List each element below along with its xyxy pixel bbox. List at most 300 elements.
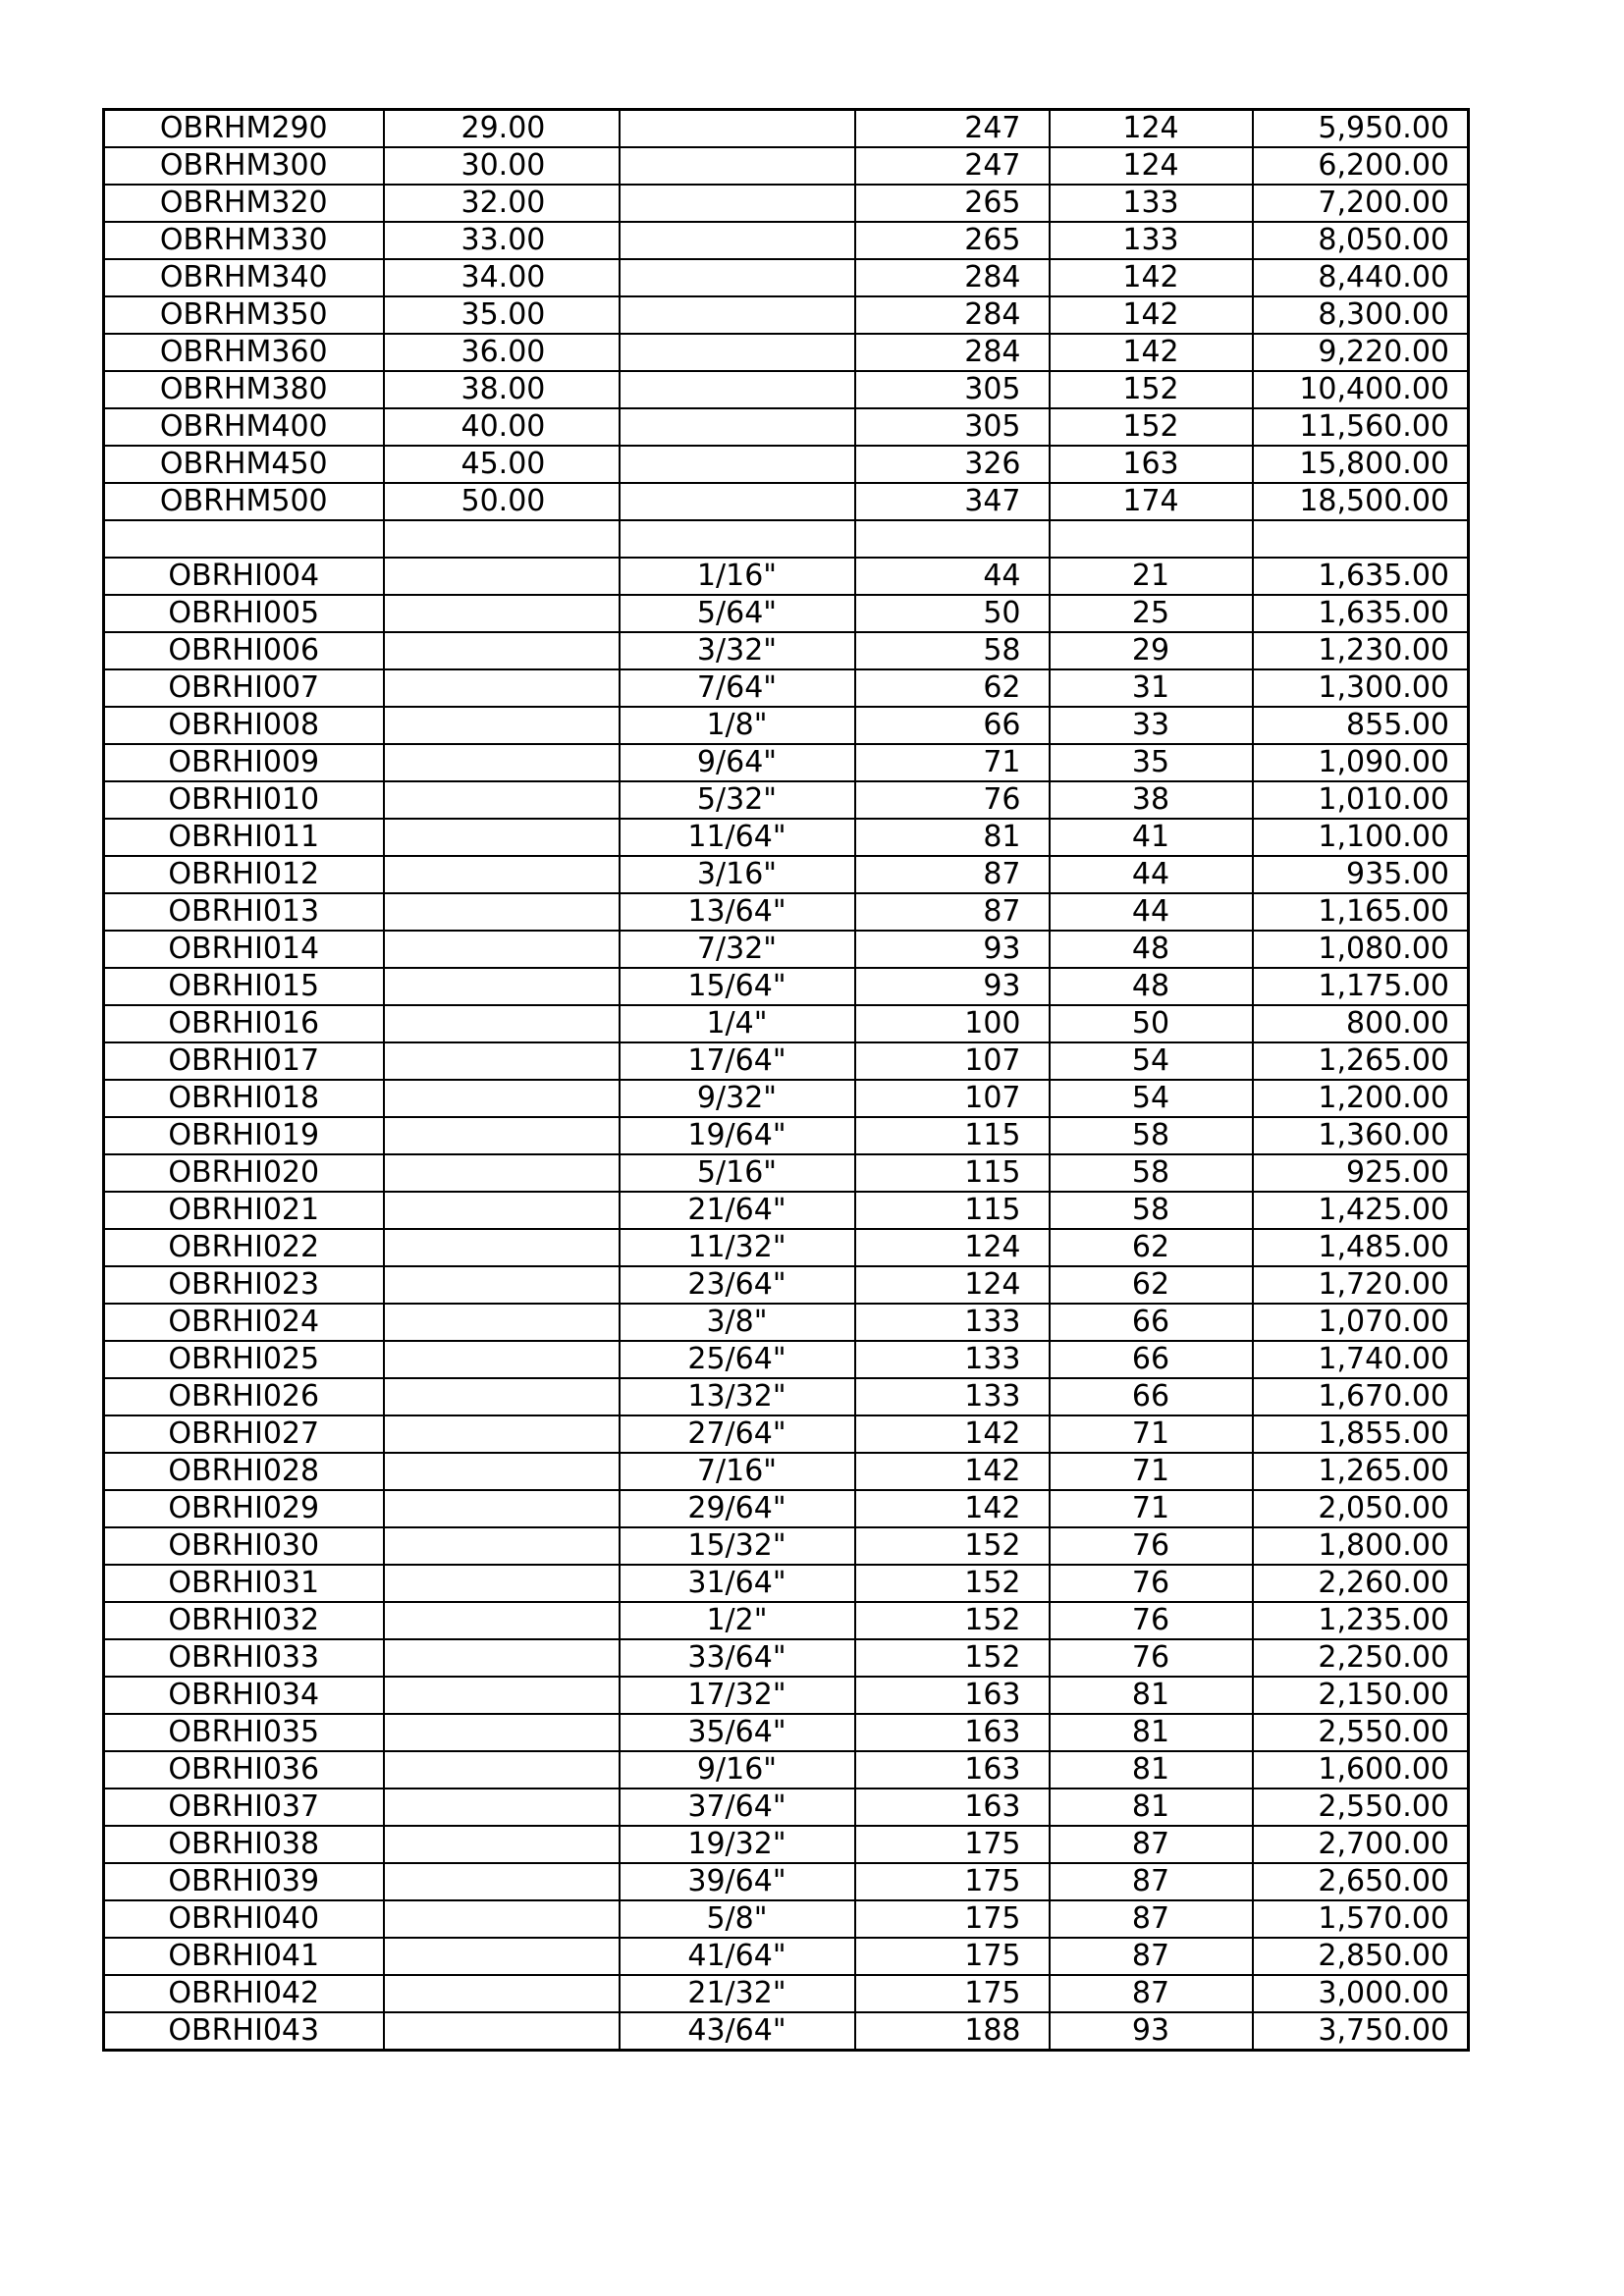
price-cell: 1,235.00 (1253, 1602, 1469, 1639)
overall-length-cell: 305 (855, 408, 1050, 446)
flute-length-cell: 93 (1050, 2012, 1253, 2051)
flute-length-cell: 66 (1050, 1341, 1253, 1378)
overall-length-cell: 152 (855, 1527, 1050, 1565)
overall-length-cell: 62 (855, 669, 1050, 707)
flute-length-cell: 35 (1050, 744, 1253, 781)
table-row (104, 296, 1469, 334)
overall-length-cell: 124 (855, 1229, 1050, 1266)
overall-length-cell: 175 (855, 1938, 1050, 1975)
price-cell: 1,855.00 (1253, 1415, 1469, 1453)
table-row (104, 1751, 1469, 1789)
diameter-mm-cell (384, 1453, 620, 1490)
diameter-mm-cell (384, 781, 620, 819)
product-code-cell: OBRHI035 (104, 1714, 384, 1751)
overall-length-cell: 58 (855, 632, 1050, 669)
diameter-inch-cell: 15/64" (620, 968, 855, 1005)
flute-length-cell: 41 (1050, 819, 1253, 856)
product-code-cell: OBRHM380 (104, 371, 384, 408)
product-code-cell: OBRHI037 (104, 1789, 384, 1826)
product-code-cell: OBRHI031 (104, 1565, 384, 1602)
flute-length-cell: 142 (1050, 296, 1253, 334)
price-cell: 925.00 (1253, 1154, 1469, 1192)
diameter-inch-cell: 15/32" (620, 1527, 855, 1565)
flute-length-cell: 124 (1050, 147, 1253, 185)
product-code-cell: OBRHI032 (104, 1602, 384, 1639)
overall-length-cell: 284 (855, 259, 1050, 296)
diameter-inch-cell: 5/8" (620, 1900, 855, 1938)
diameter-mm-cell (384, 1117, 620, 1154)
product-code-cell: OBRHI004 (104, 558, 384, 595)
price-list-body (104, 110, 1469, 2051)
overall-length-cell: 93 (855, 931, 1050, 968)
diameter-inch-cell (620, 334, 855, 371)
diameter-mm-cell: 36.00 (384, 334, 620, 371)
price-cell: 1,265.00 (1253, 1453, 1469, 1490)
diameter-mm-cell (384, 1154, 620, 1192)
diameter-inch-cell: 21/64" (620, 1192, 855, 1229)
diameter-mm-cell (384, 1863, 620, 1900)
overall-length-cell: 133 (855, 1341, 1050, 1378)
table-row (104, 744, 1469, 781)
product-code-cell: OBRHI005 (104, 595, 384, 632)
price-cell: 2,650.00 (1253, 1863, 1469, 1900)
product-code-cell: OBRHI036 (104, 1751, 384, 1789)
flute-length-cell: 87 (1050, 1975, 1253, 2012)
flute-length-cell: 48 (1050, 931, 1253, 968)
flute-length-cell: 48 (1050, 968, 1253, 1005)
table-row (104, 1005, 1469, 1042)
overall-length-cell (855, 520, 1050, 558)
diameter-mm-cell (384, 1602, 620, 1639)
diameter-inch-cell (620, 222, 855, 259)
diameter-mm-cell: 45.00 (384, 446, 620, 483)
price-cell: 1,360.00 (1253, 1117, 1469, 1154)
diameter-mm-cell (384, 1229, 620, 1266)
diameter-inch-cell: 3/32" (620, 632, 855, 669)
diameter-inch-cell (620, 520, 855, 558)
product-code-cell: OBRHM290 (104, 110, 384, 148)
table-row (104, 1229, 1469, 1266)
price-cell: 2,550.00 (1253, 1789, 1469, 1826)
flute-length-cell: 174 (1050, 483, 1253, 520)
diameter-mm-cell (384, 2012, 620, 2051)
price-cell: 18,500.00 (1253, 483, 1469, 520)
diameter-inch-cell: 19/32" (620, 1826, 855, 1863)
diameter-mm-cell (384, 707, 620, 744)
table-row (104, 259, 1469, 296)
diameter-mm-cell (384, 1192, 620, 1229)
diameter-mm-cell (384, 1900, 620, 1938)
price-cell: 2,150.00 (1253, 1677, 1469, 1714)
table-row (104, 1826, 1469, 1863)
flute-length-cell: 66 (1050, 1304, 1253, 1341)
price-cell: 1,070.00 (1253, 1304, 1469, 1341)
diameter-mm-cell (384, 893, 620, 931)
diameter-inch-cell: 43/64" (620, 2012, 855, 2051)
product-code-cell: OBRHI022 (104, 1229, 384, 1266)
diameter-mm-cell (384, 1677, 620, 1714)
overall-length-cell: 175 (855, 1863, 1050, 1900)
overall-length-cell: 87 (855, 893, 1050, 931)
diameter-inch-cell: 33/64" (620, 1639, 855, 1677)
diameter-inch-cell: 23/64" (620, 1266, 855, 1304)
product-code-cell: OBRHI017 (104, 1042, 384, 1080)
price-cell: 2,700.00 (1253, 1826, 1469, 1863)
product-code-cell: OBRHI029 (104, 1490, 384, 1527)
table-row (104, 2012, 1469, 2051)
product-code-cell: OBRHI019 (104, 1117, 384, 1154)
table-row (104, 558, 1469, 595)
flute-length-cell: 33 (1050, 707, 1253, 744)
flute-length-cell: 58 (1050, 1117, 1253, 1154)
table-row (104, 595, 1469, 632)
price-cell: 6,200.00 (1253, 147, 1469, 185)
overall-length-cell: 326 (855, 446, 1050, 483)
table-row (104, 968, 1469, 1005)
table-row (104, 334, 1469, 371)
table-row (104, 1154, 1469, 1192)
flute-length-cell: 81 (1050, 1677, 1253, 1714)
diameter-mm-cell: 38.00 (384, 371, 620, 408)
price-cell: 1,425.00 (1253, 1192, 1469, 1229)
overall-length-cell: 115 (855, 1154, 1050, 1192)
diameter-mm-cell (384, 1826, 620, 1863)
product-code-cell: OBRHM330 (104, 222, 384, 259)
diameter-inch-cell: 11/64" (620, 819, 855, 856)
flute-length-cell: 58 (1050, 1192, 1253, 1229)
product-code-cell: OBRHI026 (104, 1378, 384, 1415)
product-code-cell (104, 520, 384, 558)
flute-length-cell: 71 (1050, 1490, 1253, 1527)
price-cell: 15,800.00 (1253, 446, 1469, 483)
diameter-mm-cell (384, 1341, 620, 1378)
diameter-inch-cell: 7/16" (620, 1453, 855, 1490)
diameter-mm-cell (384, 819, 620, 856)
table-row (104, 1677, 1469, 1714)
product-code-cell: OBRHI039 (104, 1863, 384, 1900)
diameter-mm-cell (384, 1490, 620, 1527)
price-cell: 8,440.00 (1253, 259, 1469, 296)
product-code-cell: OBRHI007 (104, 669, 384, 707)
price-cell: 1,265.00 (1253, 1042, 1469, 1080)
diameter-inch-cell: 5/64" (620, 595, 855, 632)
product-code-cell: OBRHI027 (104, 1415, 384, 1453)
price-cell: 3,000.00 (1253, 1975, 1469, 2012)
product-code-cell: OBRHI030 (104, 1527, 384, 1565)
price-cell: 1,230.00 (1253, 632, 1469, 669)
diameter-inch-cell: 1/2" (620, 1602, 855, 1639)
flute-length-cell: 76 (1050, 1602, 1253, 1639)
flute-length-cell: 76 (1050, 1639, 1253, 1677)
overall-length-cell: 142 (855, 1453, 1050, 1490)
table-row (104, 819, 1469, 856)
product-code-cell: OBRHI025 (104, 1341, 384, 1378)
overall-length-cell: 133 (855, 1304, 1050, 1341)
diameter-inch-cell (620, 408, 855, 446)
product-code-cell: OBRHI011 (104, 819, 384, 856)
diameter-mm-cell: 32.00 (384, 185, 620, 222)
table-row (104, 483, 1469, 520)
product-code-cell: OBRHI016 (104, 1005, 384, 1042)
diameter-mm-cell (384, 744, 620, 781)
price-cell: 3,750.00 (1253, 2012, 1469, 2051)
product-code-cell: OBRHM300 (104, 147, 384, 185)
overall-length-cell: 347 (855, 483, 1050, 520)
flute-length-cell: 152 (1050, 371, 1253, 408)
diameter-inch-cell: 9/16" (620, 1751, 855, 1789)
price-cell: 9,220.00 (1253, 334, 1469, 371)
overall-length-cell: 142 (855, 1490, 1050, 1527)
table-row (104, 1080, 1469, 1117)
flute-length-cell: 31 (1050, 669, 1253, 707)
diameter-inch-cell: 13/32" (620, 1378, 855, 1415)
product-code-cell: OBRHM350 (104, 296, 384, 334)
flute-length-cell: 29 (1050, 632, 1253, 669)
overall-length-cell: 76 (855, 781, 1050, 819)
diameter-mm-cell (384, 632, 620, 669)
product-code-cell: OBRHI040 (104, 1900, 384, 1938)
price-cell: 1,200.00 (1253, 1080, 1469, 1117)
diameter-mm-cell: 29.00 (384, 110, 620, 148)
flute-length-cell: 66 (1050, 1378, 1253, 1415)
diameter-inch-cell: 35/64" (620, 1714, 855, 1751)
flute-length-cell: 54 (1050, 1080, 1253, 1117)
flute-length-cell: 54 (1050, 1042, 1253, 1080)
overall-length-cell: 163 (855, 1751, 1050, 1789)
diameter-mm-cell: 40.00 (384, 408, 620, 446)
overall-length-cell: 163 (855, 1677, 1050, 1714)
price-list-table (102, 108, 1470, 2052)
price-cell: 2,250.00 (1253, 1639, 1469, 1677)
flute-length-cell: 25 (1050, 595, 1253, 632)
overall-length-cell: 152 (855, 1565, 1050, 1602)
table-row (104, 222, 1469, 259)
table-row (104, 1415, 1469, 1453)
flute-length-cell: 81 (1050, 1751, 1253, 1789)
diameter-inch-cell: 1/8" (620, 707, 855, 744)
product-code-cell: OBRHM400 (104, 408, 384, 446)
flute-length-cell: 133 (1050, 222, 1253, 259)
table-row (104, 1975, 1469, 2012)
overall-length-cell: 44 (855, 558, 1050, 595)
price-cell: 1,635.00 (1253, 558, 1469, 595)
product-code-cell: OBRHI010 (104, 781, 384, 819)
table-row (104, 1266, 1469, 1304)
diameter-inch-cell: 3/16" (620, 856, 855, 893)
diameter-inch-cell: 17/32" (620, 1677, 855, 1714)
diameter-mm-cell: 34.00 (384, 259, 620, 296)
diameter-inch-cell (620, 371, 855, 408)
flute-length-cell: 76 (1050, 1565, 1253, 1602)
overall-length-cell: 87 (855, 856, 1050, 893)
overall-length-cell: 265 (855, 222, 1050, 259)
flute-length-cell: 152 (1050, 408, 1253, 446)
diameter-mm-cell (384, 856, 620, 893)
flute-length-cell: 44 (1050, 856, 1253, 893)
table-row (104, 1192, 1469, 1229)
diameter-mm-cell (384, 520, 620, 558)
price-cell: 2,050.00 (1253, 1490, 1469, 1527)
price-cell: 7,200.00 (1253, 185, 1469, 222)
flute-length-cell: 21 (1050, 558, 1253, 595)
table-row (104, 1453, 1469, 1490)
diameter-inch-cell: 17/64" (620, 1042, 855, 1080)
overall-length-cell: 188 (855, 2012, 1050, 2051)
diameter-inch-cell (620, 185, 855, 222)
table-row (104, 707, 1469, 744)
diameter-mm-cell (384, 1415, 620, 1453)
overall-length-cell: 247 (855, 110, 1050, 148)
table-row (104, 1378, 1469, 1415)
diameter-mm-cell (384, 1639, 620, 1677)
product-code-cell: OBRHI024 (104, 1304, 384, 1341)
diameter-mm-cell (384, 1304, 620, 1341)
price-cell: 1,740.00 (1253, 1341, 1469, 1378)
overall-length-cell: 265 (855, 185, 1050, 222)
diameter-mm-cell (384, 968, 620, 1005)
diameter-mm-cell: 33.00 (384, 222, 620, 259)
product-code-cell: OBRHM450 (104, 446, 384, 483)
product-code-cell: OBRHI009 (104, 744, 384, 781)
price-cell: 1,100.00 (1253, 819, 1469, 856)
product-code-cell: OBRHI033 (104, 1639, 384, 1677)
flute-length-cell: 124 (1050, 110, 1253, 148)
price-cell: 1,300.00 (1253, 669, 1469, 707)
product-code-cell: OBRHI043 (104, 2012, 384, 2051)
overall-length-cell: 66 (855, 707, 1050, 744)
diameter-mm-cell: 35.00 (384, 296, 620, 334)
table-row (104, 1565, 1469, 1602)
flute-length-cell: 44 (1050, 893, 1253, 931)
price-cell: 8,300.00 (1253, 296, 1469, 334)
product-code-cell: OBRHI034 (104, 1677, 384, 1714)
flute-length-cell: 81 (1050, 1789, 1253, 1826)
table-row (104, 1789, 1469, 1826)
table-row (104, 1639, 1469, 1677)
diameter-inch-cell: 9/32" (620, 1080, 855, 1117)
diameter-inch-cell: 27/64" (620, 1415, 855, 1453)
overall-length-cell: 163 (855, 1789, 1050, 1826)
diameter-inch-cell: 41/64" (620, 1938, 855, 1975)
table-row (104, 1714, 1469, 1751)
price-cell: 5,950.00 (1253, 110, 1469, 148)
diameter-mm-cell (384, 1378, 620, 1415)
diameter-inch-cell: 31/64" (620, 1565, 855, 1602)
flute-length-cell: 133 (1050, 185, 1253, 222)
diameter-mm-cell (384, 931, 620, 968)
flute-length-cell (1050, 520, 1253, 558)
price-cell: 10,400.00 (1253, 371, 1469, 408)
diameter-inch-cell (620, 259, 855, 296)
diameter-mm-cell (384, 1751, 620, 1789)
price-cell: 1,010.00 (1253, 781, 1469, 819)
overall-length-cell: 100 (855, 1005, 1050, 1042)
overall-length-cell: 115 (855, 1117, 1050, 1154)
product-code-cell: OBRHM500 (104, 483, 384, 520)
diameter-mm-cell (384, 1080, 620, 1117)
diameter-inch-cell: 3/8" (620, 1304, 855, 1341)
price-cell: 11,560.00 (1253, 408, 1469, 446)
diameter-inch-cell (620, 296, 855, 334)
flute-length-cell: 87 (1050, 1826, 1253, 1863)
diameter-mm-cell (384, 1005, 620, 1042)
flute-length-cell: 62 (1050, 1229, 1253, 1266)
diameter-inch-cell (620, 110, 855, 148)
table-row (104, 371, 1469, 408)
diameter-inch-cell: 25/64" (620, 1341, 855, 1378)
diameter-inch-cell: 19/64" (620, 1117, 855, 1154)
overall-length-cell: 124 (855, 1266, 1050, 1304)
diameter-inch-cell: 11/32" (620, 1229, 855, 1266)
overall-length-cell: 305 (855, 371, 1050, 408)
diameter-inch-cell: 7/64" (620, 669, 855, 707)
table-row (104, 856, 1469, 893)
overall-length-cell: 107 (855, 1080, 1050, 1117)
flute-length-cell: 87 (1050, 1938, 1253, 1975)
diameter-inch-cell: 29/64" (620, 1490, 855, 1527)
product-code-cell: OBRHI015 (104, 968, 384, 1005)
diameter-inch-cell: 5/32" (620, 781, 855, 819)
table-row (104, 1938, 1469, 1975)
overall-length-cell: 152 (855, 1602, 1050, 1639)
product-code-cell: OBRHM340 (104, 259, 384, 296)
product-code-cell: OBRHI012 (104, 856, 384, 893)
table-row (104, 893, 1469, 931)
diameter-mm-cell (384, 1266, 620, 1304)
diameter-mm-cell (384, 1938, 620, 1975)
table-row (104, 1863, 1469, 1900)
table-row (104, 1304, 1469, 1341)
overall-length-cell: 163 (855, 1714, 1050, 1751)
overall-length-cell: 284 (855, 296, 1050, 334)
overall-length-cell: 115 (855, 1192, 1050, 1229)
table-row (104, 147, 1469, 185)
diameter-inch-cell: 1/16" (620, 558, 855, 595)
price-cell: 1,720.00 (1253, 1266, 1469, 1304)
diameter-mm-cell (384, 1527, 620, 1565)
overall-length-cell: 175 (855, 1900, 1050, 1938)
table-row (104, 669, 1469, 707)
price-cell: 8,050.00 (1253, 222, 1469, 259)
diameter-inch-cell: 37/64" (620, 1789, 855, 1826)
overall-length-cell: 93 (855, 968, 1050, 1005)
price-cell: 1,635.00 (1253, 595, 1469, 632)
diameter-inch-cell: 39/64" (620, 1863, 855, 1900)
table-row (104, 110, 1469, 148)
product-code-cell: OBRHI021 (104, 1192, 384, 1229)
diameter-mm-cell (384, 558, 620, 595)
overall-length-cell: 142 (855, 1415, 1050, 1453)
flute-length-cell: 81 (1050, 1714, 1253, 1751)
price-cell: 2,850.00 (1253, 1938, 1469, 1975)
product-code-cell: OBRHI006 (104, 632, 384, 669)
diameter-mm-cell (384, 1789, 620, 1826)
table-row (104, 1117, 1469, 1154)
table-row (104, 931, 1469, 968)
table-row (104, 185, 1469, 222)
flute-length-cell: 142 (1050, 259, 1253, 296)
product-code-cell: OBRHI020 (104, 1154, 384, 1192)
flute-length-cell: 76 (1050, 1527, 1253, 1565)
diameter-mm-cell (384, 1714, 620, 1751)
diameter-inch-cell: 21/32" (620, 1975, 855, 2012)
product-code-cell: OBRHI008 (104, 707, 384, 744)
product-code-cell: OBRHI028 (104, 1453, 384, 1490)
price-cell: 1,670.00 (1253, 1378, 1469, 1415)
table-row (104, 1490, 1469, 1527)
product-code-cell: OBRHM320 (104, 185, 384, 222)
product-code-cell: OBRHM360 (104, 334, 384, 371)
